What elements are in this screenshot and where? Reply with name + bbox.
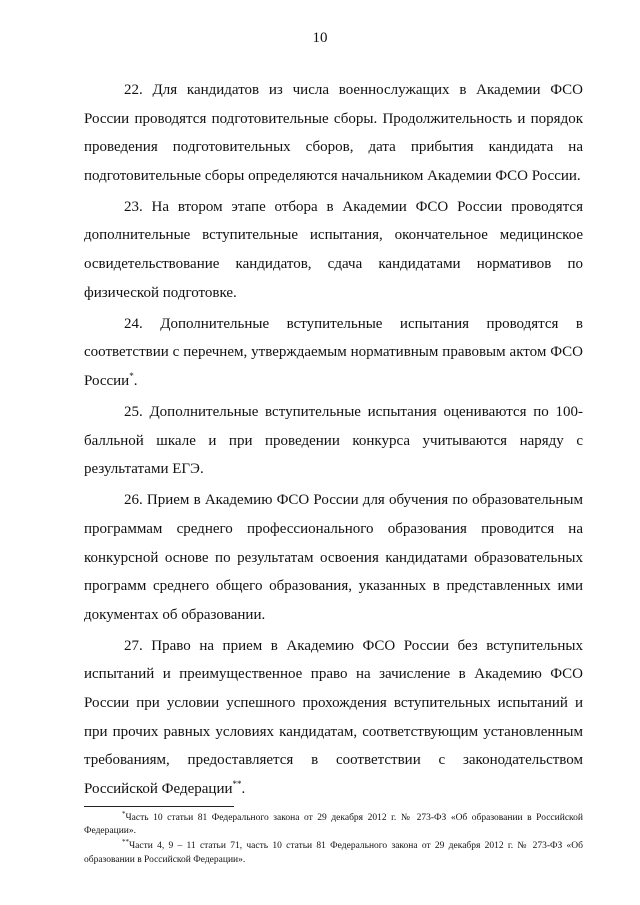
footnote-separator: [84, 806, 234, 807]
paragraph-24-text: 24. Дополнительные вступительные испытания проводятся в соответствии с перечнем, утверждаемым нормативным правовым актом ФСО России: [84, 315, 583, 389]
footnote-ref-2[interactable]: **: [232, 778, 242, 789]
paragraph-25: [84, 398, 583, 484]
paragraph-22-text: 22. Для кандидатов из числа военнослужащих в Академии ФСО России проводятся подготовительные сборы. Продолжительность и порядок проведения подготовительных сборов, дата прибытия кандидата на подготовительные сборы определяются начальником Академии ФСО России.: [84, 82, 583, 184]
footnote-2-text: Части 4, 9 – 11 статьи 71, часть 10 статьи 81 Федерального закона от 29 декабря 2012 г. № 273-ФЗ «Об образовании в Российской Федерации».: [84, 841, 583, 865]
footnote-1: [84, 809, 583, 838]
paragraph-26-text: 26. Прием в Академию ФСО России для обучения по образовательным программам среднего профессионального образования проводится на конкурсной основе по результатам освоения кандидатами образовательных программ среднего общего образования, указанных в представленных ими документах об образовании.: [84, 492, 583, 623]
footnote-2: [84, 840, 583, 866]
paragraph-22: [84, 76, 583, 190]
paragraph-27: 27. Право на прием в Академию ФСО России без вступительных испытаний и преимущественное право на зачисление в Академию ФСО России при условии успешного прохождения вступительных испытаний и при прочих равных условиях кандидатам, соответствующим установленным требованиям, предоставляется в соответствии с законодательством Российской Федерации**.: [84, 637, 583, 797]
document-body: [84, 76, 583, 803]
paragraph-25-text: 25. Дополнительные вступительные испытания оцениваются по 100-балльной шкале и при проведении конкурса учитываются наряду с результатами ЕГЭ.: [84, 404, 583, 478]
paragraph-23-text: 23. На втором этапе отбора в Академии ФСО России проводятся дополнительные вступительные испытания, окончательное медицинское освидетельствование кандидатов, сдача кандидатами нормативов по физической подготовке.: [84, 198, 583, 301]
footnote-2-mark: **: [122, 838, 129, 847]
paragraph-27-text: 27. Право на прием в Академию ФСО России без вступительных испытаний и преимущественное право на зачисление в Академию ФСО России при условии успешного прохождения вступительных испытаний и при прочих равных условиях кандидатам, соответствующим установленным требованиям, предоставляется в соответствии с законодательством Российской Федерации: [84, 637, 583, 797]
footnote-1-mark: *: [122, 809, 126, 818]
page-number: 10: [312, 30, 328, 46]
footnotes: [84, 809, 583, 869]
paragraph-26: [84, 486, 583, 629]
footnote-ref-1[interactable]: *: [129, 370, 134, 381]
footnote-1-text: Часть 10 статьи 81 Федерального закона от 29 декабря 2012 г. № 273-ФЗ «Об образовании в Российской Федерации».: [84, 813, 583, 837]
paragraph-23: [84, 193, 583, 307]
paragraph-24: 24. Дополнительные вступительные испытания проводятся в соответствии с перечнем, утверждаемым нормативным правовым актом ФСО России*.: [84, 315, 583, 389]
